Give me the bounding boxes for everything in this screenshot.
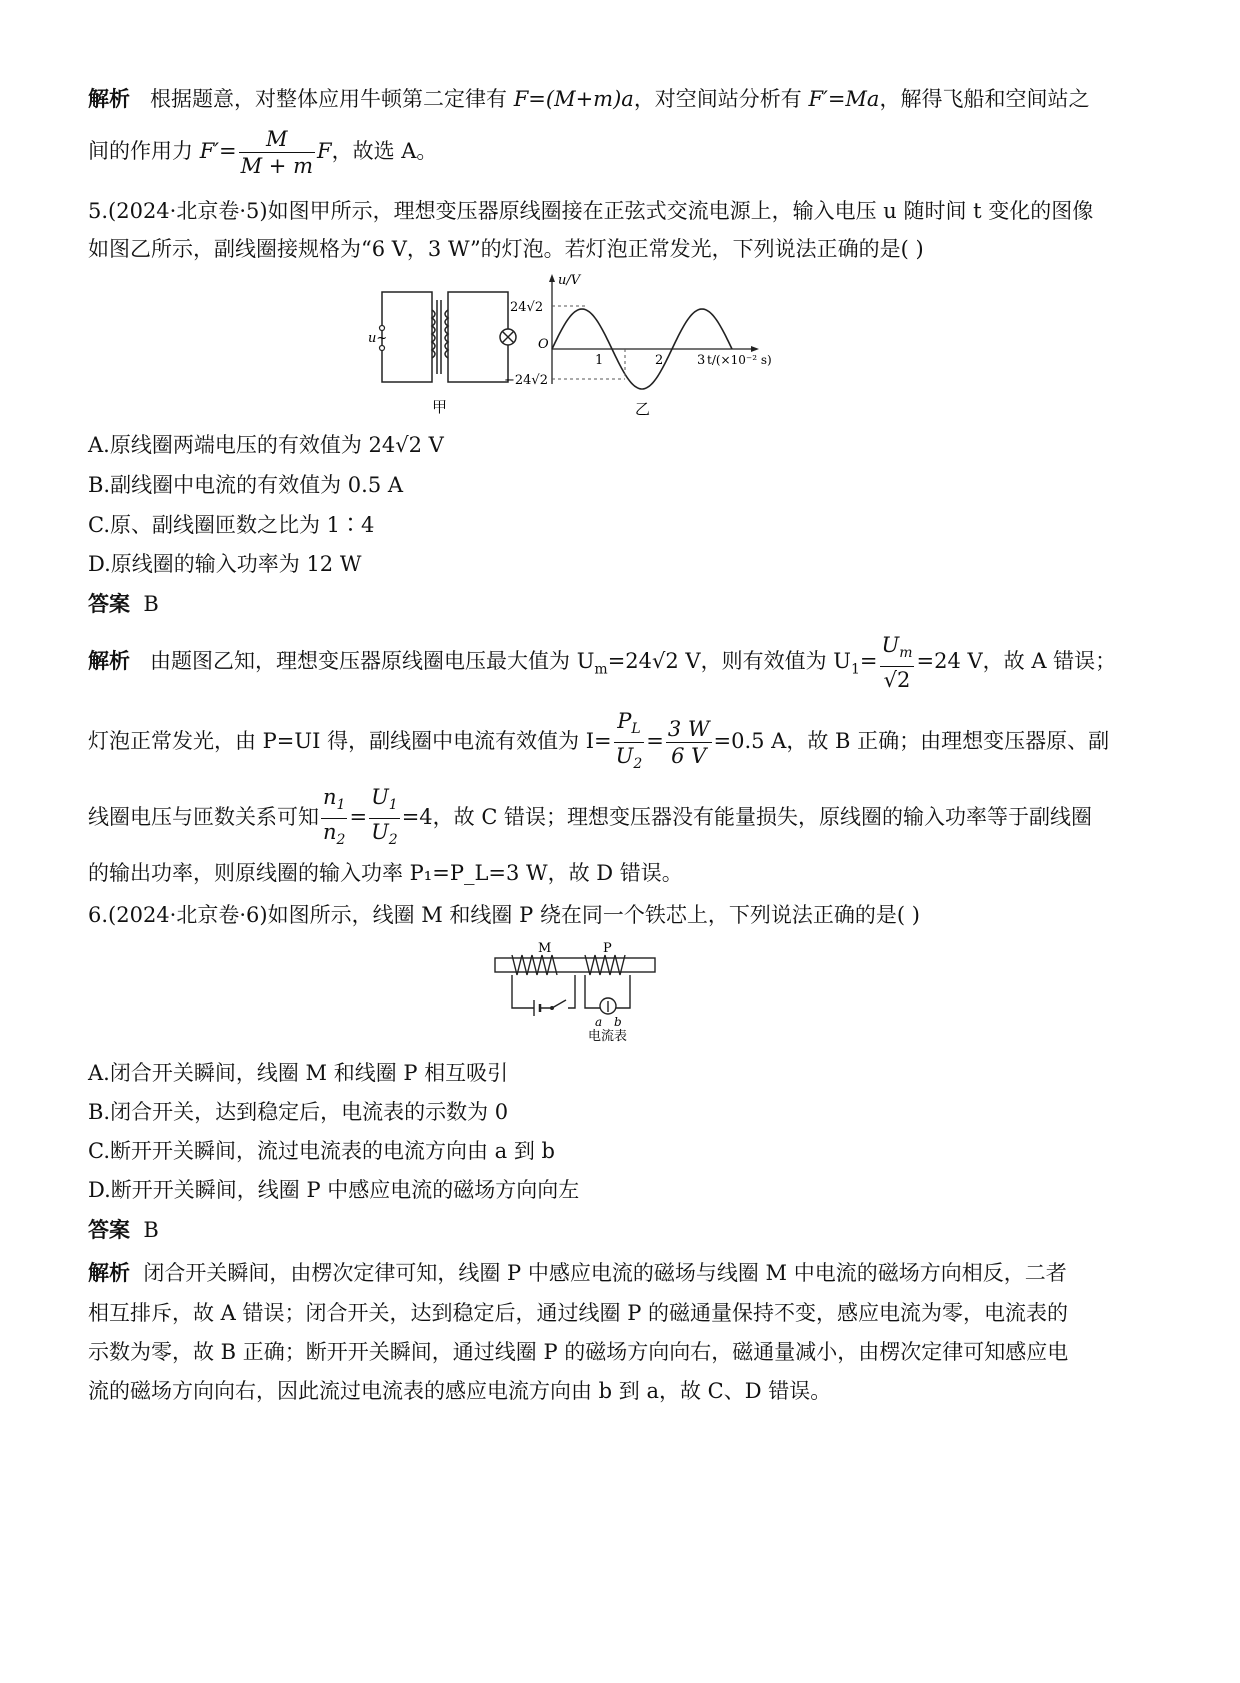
q6-analysis-line-2: 相互排斥，故 A 错误；闭合开关，达到稳定后，通过线圈 P 的磁通量保持不变，感应电流为零，电流表的	[88, 1301, 1068, 1325]
q4-fraction	[239, 126, 315, 179]
answer-value: B	[143, 592, 159, 616]
q5-stem-line-2: 如图乙所示，副线圈接规格为“6 V，3 W”的灯泡。若灯泡正常发光，下列说法正确的是( )	[88, 237, 924, 261]
q5-a1-text: 由题图乙知，理想变压器原线圈电压最大值为 U	[150, 649, 595, 674]
wire-p-left	[585, 975, 600, 1008]
frac-num: n	[323, 785, 337, 809]
frac-num-sub: 1	[336, 797, 346, 814]
frac-den: 6 V	[671, 744, 707, 769]
q6-analysis-text-1: 闭合开关瞬间，由楞次定律可知，线圈 P 中感应电流的磁场与线圈 M 中电流的磁场方向相反，二者	[143, 1261, 1067, 1285]
q6-answer-line	[88, 1215, 1158, 1245]
q6-analysis-line-4: 流的磁场方向向右，因此流过电流表的感应电流方向由 b 到 a，故 C、D 错误。	[88, 1379, 832, 1403]
coil-p-label: P	[603, 941, 612, 956]
y-axis-arrow	[549, 274, 555, 282]
frac-den-sub: 2	[336, 832, 346, 849]
q4-frac-den: M + m	[240, 154, 313, 178]
wire-m-right	[568, 975, 575, 1008]
frac-den-sub: 2	[633, 756, 643, 773]
eq-sign: =	[859, 649, 878, 674]
frac-num-sub: m	[899, 645, 913, 662]
q5-analysis-line-3: 线圈电压与匝数关系可知 $\frac{n_1}{n_2}$ = $\frac{U_1}{U_2}$ =4，故 C 错误；理想变压器没有能量损失，原线圈的输入功率等于副线圈	[88, 784, 1158, 853]
frac-num: U	[371, 785, 389, 809]
frac-num: U	[881, 633, 900, 657]
ammeter-label: 电流表	[588, 1029, 628, 1044]
y-min-label: −24√2	[504, 373, 548, 388]
y-max-label: 24√2	[510, 300, 544, 315]
frac-den: √2	[883, 668, 911, 693]
q6-option-b: B.闭合开关，达到稳定后，电流表的示数为 0	[88, 1100, 509, 1124]
q4-analysis-line-2	[88, 124, 1158, 179]
q6-option-a: A.闭合开关瞬间，线圈 M 和线圈 P 相互吸引	[88, 1061, 509, 1085]
y-axis-label: u/V	[558, 273, 581, 288]
q5-a2-text: 灯泡正常发光，由 P=UI 得，副线圈中电流有效值为 I=	[88, 729, 612, 754]
q5-option-a: A.原线圈两端电压的有效值为 24√2 V	[88, 433, 444, 457]
origin-label: O	[538, 337, 549, 352]
q5-frac-um	[880, 632, 915, 693]
q5-a3-text-b: =4，故 C 错误；理想变压器没有能量损失，原线圈的输入功率等于副线圈	[401, 805, 1093, 830]
q5-option-b: B.副线圈中电流的有效值为 0.5 A	[88, 473, 404, 497]
q4-frac-num: M	[239, 126, 315, 153]
q5-option-d: D.原线圈的输入功率为 12 W	[88, 552, 362, 576]
q5-stem-line-1: 5.(2024·北京卷·5)如图甲所示，理想变压器原线圈接在正弦式交流电源上，输入电压 u 随时间 t 变化的图像	[88, 199, 1094, 223]
frac-num-sub: L	[631, 721, 641, 738]
q5-a1-text-c: =24 V，故 A 错误；	[916, 649, 1117, 674]
frac-num-sub: 1	[388, 797, 398, 814]
fig-jia-label: 甲	[432, 398, 448, 416]
frac-num: 3 W	[667, 717, 710, 742]
terminal-top	[380, 326, 385, 331]
q6-stem: 6.(2024·北京卷·6)如图所示，线圈 M 和线圈 P 绕在同一个铁芯上，下列说法正确的是( )	[88, 903, 920, 927]
q5-answer-line	[88, 589, 1158, 619]
analysis-label: 解析	[88, 649, 130, 674]
q4-eq-1: F=(M+m)a	[513, 87, 634, 111]
sub-m: m	[594, 661, 608, 678]
x-axis-label: t/(×10⁻² s)	[707, 353, 772, 367]
q4-eq-after: F	[317, 139, 332, 163]
q5-analysis-line-1	[88, 632, 1158, 698]
frac-den-sub: 2	[388, 832, 398, 849]
q5-frac-3w-6v	[666, 716, 712, 769]
x-tick-1: 1	[595, 353, 604, 368]
sub-1: 1	[850, 661, 860, 678]
q5-option-c: C.原、副线圈匝数之比为 1∶4	[88, 513, 375, 537]
q5-frac-u1-u2	[369, 784, 400, 853]
answer-label: 答案	[88, 592, 130, 616]
frac-num: P	[617, 709, 632, 733]
q6-option-d: D.断开开关瞬间，线圈 P 中感应电流的磁场方向向左	[88, 1178, 580, 1202]
q5-figure	[370, 270, 790, 420]
x-axis-arrow	[751, 346, 759, 352]
wire-p-right	[616, 975, 630, 1008]
q4-text-1b: ，对空间站分析有	[633, 87, 809, 111]
frac-den: U	[615, 744, 634, 769]
q4-eq-2: F′=Ma	[808, 87, 880, 111]
coil-m-label: M	[538, 941, 552, 956]
q4-analysis-line-1	[88, 84, 1158, 114]
q4-text-1c: ，解得飞船和空间站之	[879, 87, 1090, 111]
x-tick-3: 3	[697, 353, 706, 368]
frac-den: U	[371, 820, 389, 845]
q4-eq-3: F′=	[199, 139, 237, 163]
terminal-a-label: a	[595, 1015, 603, 1029]
switch-pivot	[550, 1006, 554, 1010]
q5-analysis-line-4: 的输出功率，则原线圈的输入功率 P₁=P_L=3 W，故 D 错误。	[88, 861, 683, 885]
q6-analysis-line-1	[88, 1258, 1158, 1288]
analysis-label: 解析	[88, 1261, 130, 1285]
answer-label: 答案	[88, 1218, 130, 1242]
q6-option-c: C.断开开关瞬间，流过电流表的电流方向由 a 到 b	[88, 1139, 555, 1163]
q4-text-1a: 根据题意，对整体应用牛顿第二定律有	[150, 87, 514, 111]
q5-a1-text-b: =24√2 V，则有效值为 U	[607, 649, 851, 674]
ut-graph	[504, 273, 772, 389]
q5-a2-text-b: =0.5 A，故 B 正确；由理想变压器原、副	[713, 729, 1110, 754]
fig-yi-label: 乙	[635, 400, 651, 418]
frac-den: n	[323, 820, 337, 845]
q5-frac-pl-u2	[614, 708, 645, 777]
terminal-b-label: b	[614, 1015, 622, 1029]
q5-analysis-line-2: 灯泡正常发光，由 P=UI 得，副线圈中电流有效值为 I= $\frac{P_L}{U_2}$ = $\frac{3 W}{6 V}$ =0.5 A，故 B 正确；由理想变压器原、副	[88, 708, 1158, 777]
x-tick-2: 2	[655, 353, 664, 368]
analysis-label: 解析	[88, 87, 130, 111]
q4-text-2b: ，故选 A。	[331, 139, 438, 163]
q5-a3-text: 线圈电压与匝数关系可知	[88, 805, 319, 830]
q6-analysis-line-3: 示数为零，故 B 正确；断开开关瞬间，通过线圈 P 的磁场方向向右，磁通量减小，由楞次定律可知感应电	[88, 1340, 1069, 1364]
q4-text-2a: 间的作用力	[88, 139, 200, 163]
transformer-circuit	[382, 292, 516, 382]
u-ac-label: u~	[368, 331, 388, 346]
q6-figure	[490, 940, 670, 1045]
answer-value: B	[143, 1218, 159, 1242]
terminal-bottom	[380, 346, 385, 351]
wire-m-left	[512, 975, 534, 1008]
q5-frac-n1-n2	[321, 784, 347, 853]
